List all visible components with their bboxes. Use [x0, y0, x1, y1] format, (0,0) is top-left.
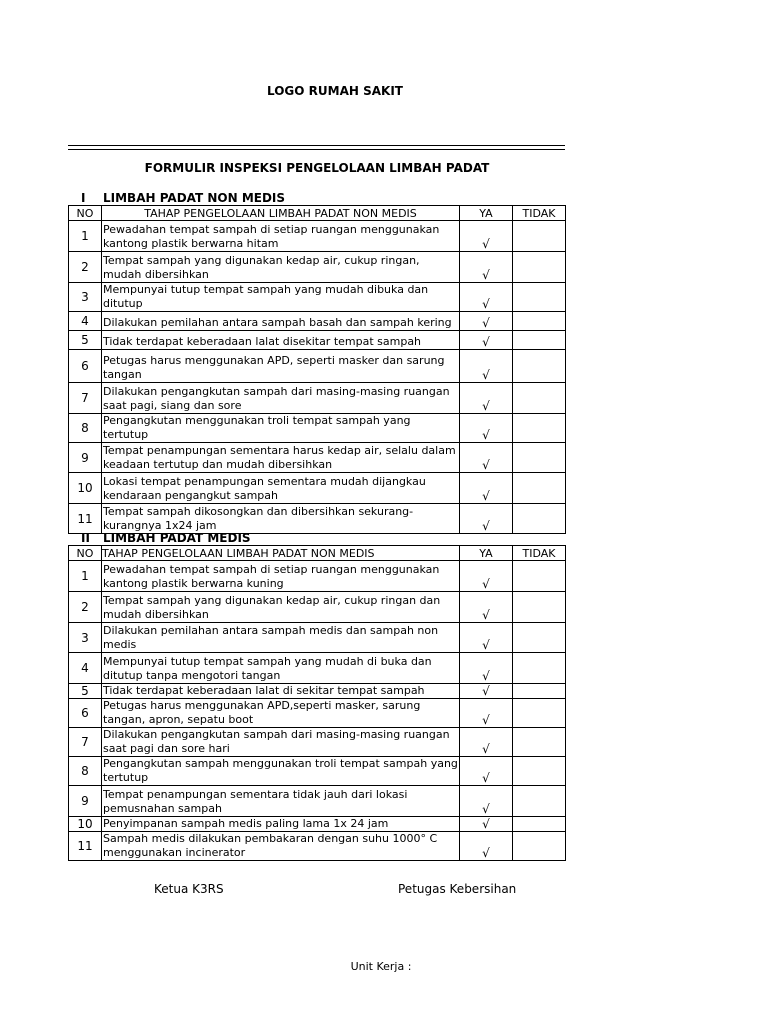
row-description: Penyimpanan sampah medis paling lama 1x 24 jam — [102, 817, 460, 832]
checklist-table-non-medis — [68, 205, 566, 534]
row-number: 9 — [69, 443, 102, 473]
row-tidak-cell — [513, 561, 566, 592]
row-number: 1 — [69, 561, 102, 592]
row-number: 7 — [69, 728, 102, 757]
row-tidak-cell — [513, 623, 566, 653]
row-description: Tidak terdapat keberadaan lalat di sekitar tempat sampah — [102, 684, 460, 699]
row-number: 7 — [69, 383, 102, 414]
row-number: 2 — [69, 252, 102, 283]
col-header-no: NO — [69, 206, 102, 221]
table-body — [69, 221, 566, 534]
signature-petugas: Petugas Kebersihan — [398, 882, 517, 896]
table-header-row — [69, 546, 566, 561]
row-ya-mark: √ — [460, 623, 513, 653]
row-number: 11 — [69, 832, 102, 861]
row-description: Lokasi tempat penampungan sementara mudah dijangkau kendaraan pengangkut sampah — [102, 473, 460, 504]
row-description: Pewadahan tempat sampah di setiap ruangan menggunakan kantong plastik berwarna hitam — [102, 221, 460, 252]
row-ya-mark: √ — [460, 653, 513, 684]
row-number: 3 — [69, 623, 102, 653]
row-tidak-cell — [513, 473, 566, 504]
signature-ketua: Ketua K3RS — [154, 882, 224, 896]
row-ya-mark: √ — [460, 832, 513, 861]
section-number: II — [81, 531, 90, 545]
row-tidak-cell — [513, 757, 566, 786]
row-tidak-cell — [513, 817, 566, 832]
row-number: 5 — [69, 331, 102, 350]
table-row — [69, 221, 566, 252]
row-number: 4 — [69, 653, 102, 684]
row-tidak-cell — [513, 592, 566, 623]
unit-kerja-label: Unit Kerja : — [350, 960, 412, 973]
section-heading — [81, 531, 251, 545]
table-row — [69, 252, 566, 283]
row-ya-mark: √ — [460, 786, 513, 817]
row-ya-mark: √ — [460, 757, 513, 786]
row-description: Tempat penampungan sementara harus kedap air, selalu dalam keadaan tertutup dan mudah dibersihkan — [102, 443, 460, 473]
row-tidak-cell — [513, 383, 566, 414]
table-row — [69, 728, 566, 757]
row-number: 4 — [69, 312, 102, 331]
row-number: 6 — [69, 699, 102, 728]
row-number: 9 — [69, 786, 102, 817]
row-tidak-cell — [513, 684, 566, 699]
col-header-step: TAHAP PENGELOLAAN LIMBAH PADAT NON MEDIS — [102, 546, 460, 561]
row-description: Pengangkutan sampah menggunakan troli tempat sampah yang tertutup — [103, 757, 458, 784]
row-ya-mark: √ — [460, 283, 513, 312]
col-header-ya: YA — [460, 546, 513, 561]
row-number: 6 — [69, 350, 102, 383]
table-header-row — [69, 206, 566, 221]
table-row — [69, 817, 566, 832]
row-tidak-cell — [513, 832, 566, 861]
row-description: Petugas harus menggunakan APD,seperti masker, sarung tangan, apron, sepatu boot — [102, 699, 460, 728]
row-ya-mark: √ — [460, 473, 513, 504]
row-description: Mempunyai tutup tempat sampah yang mudah dibuka dan ditutup — [102, 283, 460, 312]
table-row — [69, 331, 566, 350]
row-number: 10 — [69, 473, 102, 504]
row-description: Tempat sampah yang digunakan kedap air, cukup ringan dan mudah dibersihkan — [102, 592, 460, 623]
col-header-tidak: TIDAK — [513, 546, 566, 561]
row-ya-mark: √ — [460, 699, 513, 728]
row-number: 1 — [69, 221, 102, 252]
row-description: Dilakukan pemilahan antara sampah medis dan sampah non medis — [102, 623, 460, 653]
table-row — [69, 443, 566, 473]
row-ya-mark: √ — [460, 561, 513, 592]
row-number: 10 — [69, 817, 102, 832]
row-number: 11 — [69, 504, 102, 534]
row-description: Dilakukan pengangkutan sampah dari masing-masing ruangan saat pagi, siang dan sore — [102, 383, 460, 414]
row-tidak-cell — [513, 504, 566, 534]
row-description: Dilakukan pengangkutan sampah dari masing-masing ruangan saat pagi dan sore hari — [102, 728, 460, 757]
section-number: I — [81, 191, 86, 205]
table-row — [69, 312, 566, 331]
checklist-table-medis — [68, 545, 566, 861]
col-header-no: NO — [69, 546, 102, 561]
row-ya-mark: √ — [460, 684, 513, 699]
row-tidak-cell — [513, 653, 566, 684]
row-number: 8 — [69, 757, 102, 786]
row-ya-mark: √ — [460, 504, 513, 534]
row-ya-mark: √ — [460, 350, 513, 383]
row-description: Tidak terdapat keberadaan lalat disekitar tempat sampah — [102, 331, 460, 350]
row-description: Pewadahan tempat sampah di setiap ruangan menggunakan kantong plastik berwarna kuning — [102, 561, 460, 592]
row-tidak-cell — [513, 252, 566, 283]
table-row — [69, 684, 566, 699]
table-row — [69, 653, 566, 684]
header-rule-bottom — [68, 149, 565, 150]
row-description: Petugas harus menggunakan APD, seperti masker dan sarung tangan — [102, 350, 460, 383]
table-row — [69, 473, 566, 504]
row-ya-mark: √ — [460, 221, 513, 252]
row-ya-mark: √ — [460, 728, 513, 757]
row-description: Mempunyai tutup tempat sampah yang mudah di buka dan ditutup tanpa mengotori tangan — [102, 653, 460, 684]
row-tidak-cell — [513, 331, 566, 350]
table-row — [69, 592, 566, 623]
table-row — [69, 350, 566, 383]
row-tidak-cell — [513, 786, 566, 817]
table-row — [69, 283, 566, 312]
row-ya-mark: √ — [460, 252, 513, 283]
row-tidak-cell — [513, 283, 566, 312]
table-row — [69, 504, 566, 534]
form-title: FORMULIR INSPEKSI PENGELOLAAN LIMBAH PADAT — [144, 161, 490, 175]
row-ya-mark: √ — [460, 331, 513, 350]
table-body — [69, 561, 566, 861]
row-ya-mark: √ — [460, 817, 513, 832]
col-header-tidak: TIDAK — [513, 206, 566, 221]
row-tidak-cell — [513, 728, 566, 757]
row-tidak-cell — [513, 350, 566, 383]
row-description: Tempat sampah yang digunakan kedap air, cukup ringan, mudah dibersihkan — [102, 252, 460, 283]
row-number: 8 — [69, 414, 102, 443]
row-ya-mark: √ — [460, 312, 513, 331]
table-row — [69, 623, 566, 653]
row-ya-mark: √ — [460, 383, 513, 414]
row-ya-mark: √ — [460, 443, 513, 473]
table-row — [69, 699, 566, 728]
table-row — [69, 757, 566, 786]
row-tidak-cell — [513, 312, 566, 331]
row-number: 3 — [69, 283, 102, 312]
col-header-ya: YA — [460, 206, 513, 221]
row-ya-mark: √ — [460, 414, 513, 443]
header-rule-top — [68, 145, 565, 146]
row-tidak-cell — [513, 414, 566, 443]
table-row — [69, 383, 566, 414]
table-row — [69, 832, 566, 861]
row-description: Tempat sampah dikosongkan dan dibersihkan sekurang-kurangnya 1x24 jam — [102, 504, 460, 534]
row-tidak-cell — [513, 443, 566, 473]
table-row — [69, 786, 566, 817]
col-header-step: TAHAP PENGELOLAAN LIMBAH PADAT NON MEDIS — [102, 206, 460, 221]
row-description: Tempat penampungan sementara tidak jauh dari lokasi pemusnahan sampah — [102, 786, 460, 817]
row-description: Pengangkutan menggunakan troli tempat sampah yang tertutup — [102, 414, 460, 443]
section-title: LIMBAH PADAT NON MEDIS — [103, 191, 286, 205]
table-row — [69, 414, 566, 443]
section-heading — [81, 191, 285, 205]
row-tidak-cell — [513, 221, 566, 252]
logo-placeholder: LOGO RUMAH SAKIT — [267, 84, 403, 98]
row-number: 5 — [69, 684, 102, 699]
row-description: Sampah medis dilakukan pembakaran dengan suhu 1000° C menggunakan incinerator — [102, 832, 460, 861]
row-description: Dilakukan pemilahan antara sampah basah dan sampah kering — [102, 312, 460, 331]
row-tidak-cell — [513, 699, 566, 728]
row-ya-mark: √ — [460, 592, 513, 623]
section-title: LIMBAH PADAT MEDIS — [103, 531, 251, 545]
row-number: 2 — [69, 592, 102, 623]
table-row — [69, 561, 566, 592]
